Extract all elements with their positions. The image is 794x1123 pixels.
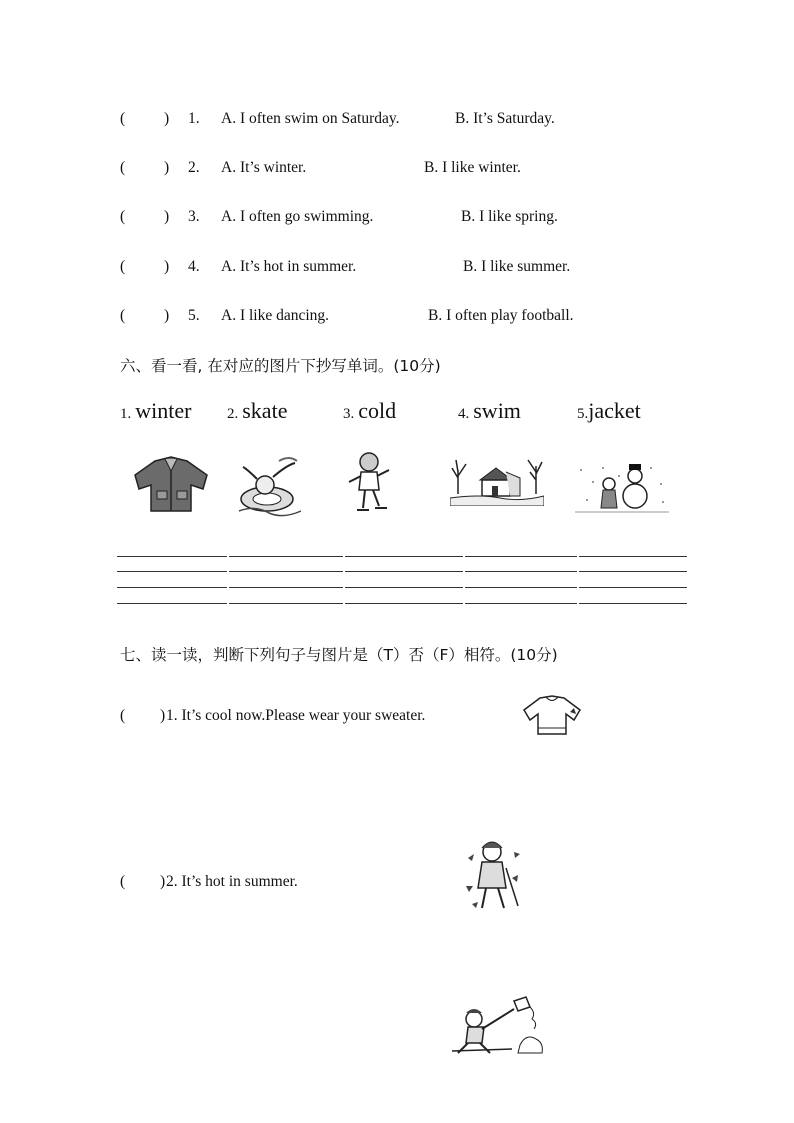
answer-paren-open: ( — [120, 258, 126, 275]
section-7-heading: 七、读一读，判断下列句子与图片是（T）否（F）相符。(10分) — [120, 646, 558, 664]
judge-sentence: 1. It’s cool now.Please wear your sweater. — [166, 707, 426, 724]
answer-paren-close: ) — [164, 208, 170, 225]
option-b: B. I like summer. — [463, 258, 571, 275]
item-number: 3. — [188, 208, 200, 225]
swimmer-picture — [235, 455, 305, 520]
judge-sentence: 2. It’s hot in summer. — [166, 873, 298, 890]
answer-paren-open: ( — [120, 307, 126, 324]
option-b: B. I like winter. — [424, 159, 521, 176]
option-b: B. It’s Saturday. — [455, 110, 555, 127]
option-a: A. I like dancing. — [221, 307, 330, 324]
answer-paren-close: ) — [164, 110, 170, 127]
item-number: 4. — [188, 258, 200, 275]
answer-paren-open: ( — [120, 208, 126, 225]
answer-paren-close: ) — [164, 307, 170, 324]
word-4: 4. swim — [458, 398, 521, 423]
word-1: 1. winter — [120, 398, 192, 423]
answer-paren-open: ( — [120, 159, 126, 176]
option-a: A. It’s hot in summer. — [221, 258, 357, 275]
option-a: A. I often swim on Saturday. — [221, 110, 400, 127]
answer-paren-close: ) — [160, 707, 166, 724]
answer-paren-close: ) — [164, 159, 170, 176]
writing-line-row — [117, 603, 687, 604]
word-5: 5.jacket — [577, 398, 641, 423]
answer-paren-open: ( — [120, 873, 126, 890]
jacket-picture — [133, 455, 211, 515]
answer-paren-open: ( — [120, 110, 126, 127]
writing-line-row — [117, 587, 687, 588]
autumn-leaves-picture — [462, 838, 528, 914]
option-a: A. It’s winter. — [221, 159, 307, 176]
answer-paren-close: ) — [160, 873, 166, 890]
item-number: 5. — [188, 307, 200, 324]
winter-house-picture — [450, 450, 544, 506]
writing-line-row — [117, 571, 687, 572]
answer-paren-close: ) — [164, 258, 170, 275]
kite-boy-picture — [452, 993, 546, 1055]
item-number: 2. — [188, 159, 200, 176]
option-b: B. I like spring. — [461, 208, 558, 225]
snowman-picture — [575, 462, 669, 516]
item-number: 1. — [188, 110, 200, 127]
section-6-heading: 六、看一看, 在对应的图片下抄写单词。(10分) — [120, 357, 441, 375]
writing-line-row — [117, 556, 687, 557]
option-a: A. I often go swimming. — [221, 208, 374, 225]
word-3: 3. cold — [343, 398, 397, 423]
skater-picture — [345, 450, 395, 516]
sweater-picture — [522, 694, 582, 736]
option-b: B. I often play football. — [428, 307, 574, 324]
word-2: 2. skate — [227, 398, 288, 423]
answer-paren-open: ( — [120, 707, 126, 724]
